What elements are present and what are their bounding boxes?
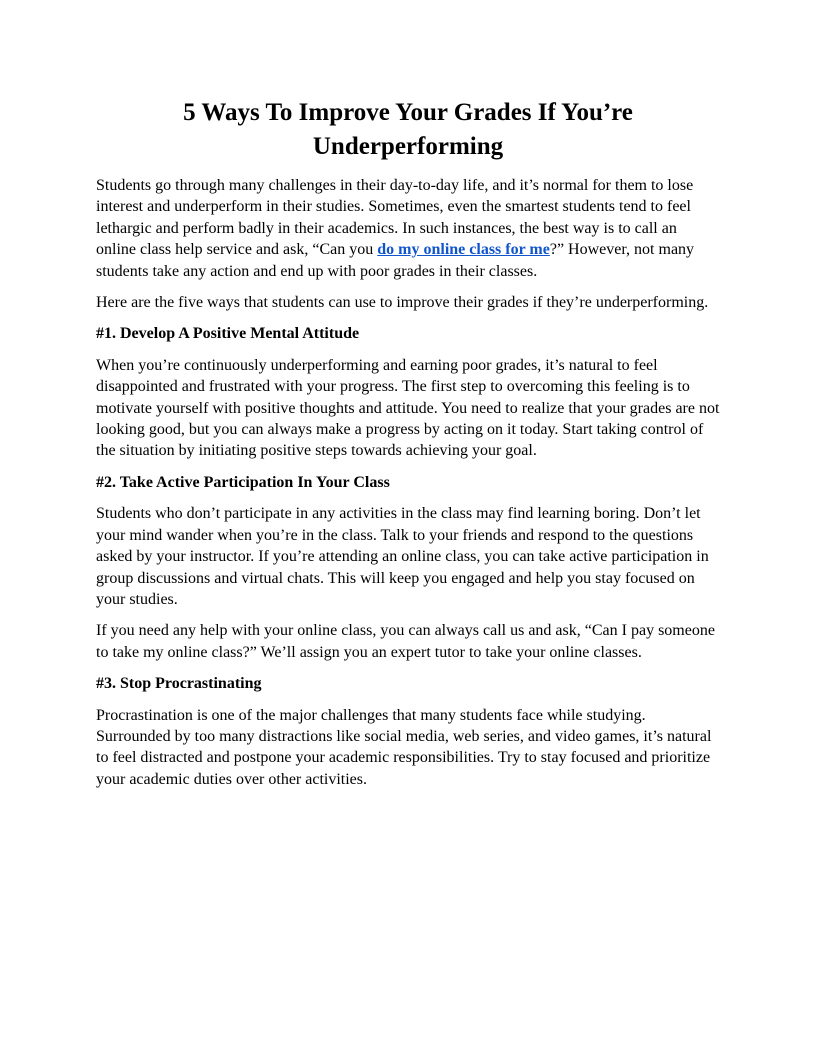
section-2-heading: #2. Take Active Participation In Your Class xyxy=(96,473,390,491)
section-1-paragraph: When you’re continuously underperforming and earning poor grades, it’s natural to feel disappointed and frustrated with your progress. The first step to overcoming this feeling is to motivate yourself with positive thoughts and attitude. You need to realize that your grades are not looking good, but you can always make a progress by acting on it today. Start taking control of the situation by initiating positive steps towards achieving your goal. xyxy=(96,356,720,460)
section-2-paragraph-2: If you need any help with your online class, you can always call us and ask, “Can I pay someone to take my online class?” We’ll assign you an expert tutor to take your online classes. xyxy=(96,622,715,661)
online-class-link[interactable]: do my online class for me xyxy=(377,241,550,259)
section-3-paragraph: Procrastination is one of the major challenges that many students face while studying. Surrounded by too many distractions like social media, web series, and video games, it’s natural to feel distracted and postpone your academic responsibilities. Try to stay focused and prioritize your academic duties over other activities. xyxy=(96,706,712,788)
intro-paragraph-2: Here are the five ways that students can use to improve their grades if they’re underperforming. xyxy=(96,294,709,312)
intro-paragraph xyxy=(96,175,720,282)
page-title: 5 Ways To Improve Your Grades If You’re Underperforming xyxy=(183,99,633,160)
intro-text-before-link: Students go through many challenges in their day-to-day life, and it’s normal for them to lose interest and underperform in their studies. Sometimes, even the smartest students tend to feel lethargic and perform badly in their academics. In such instances, the best way is to call an online class help service and ask, “Can you xyxy=(96,177,694,259)
section-2-paragraph: Students who don’t participate in any activities in the class may find learning boring. Don’t let your mind wander when you’re in the class. Talk to your friends and respond to the questions asked by your instructor. If you’re attending an online class, you can take active participation in group discussions and virtual chats. This will keep you engaged and help you stay focused on your studies. xyxy=(96,505,709,608)
section-1-heading: #1. Develop A Positive Mental Attitude xyxy=(96,325,360,343)
intro-text-after-link: ?” However, not many students take any action and end up with poor grades in their classes. xyxy=(96,241,695,280)
section-3-heading: #3. Stop Procrastinating xyxy=(96,675,262,693)
article-body xyxy=(96,175,720,800)
